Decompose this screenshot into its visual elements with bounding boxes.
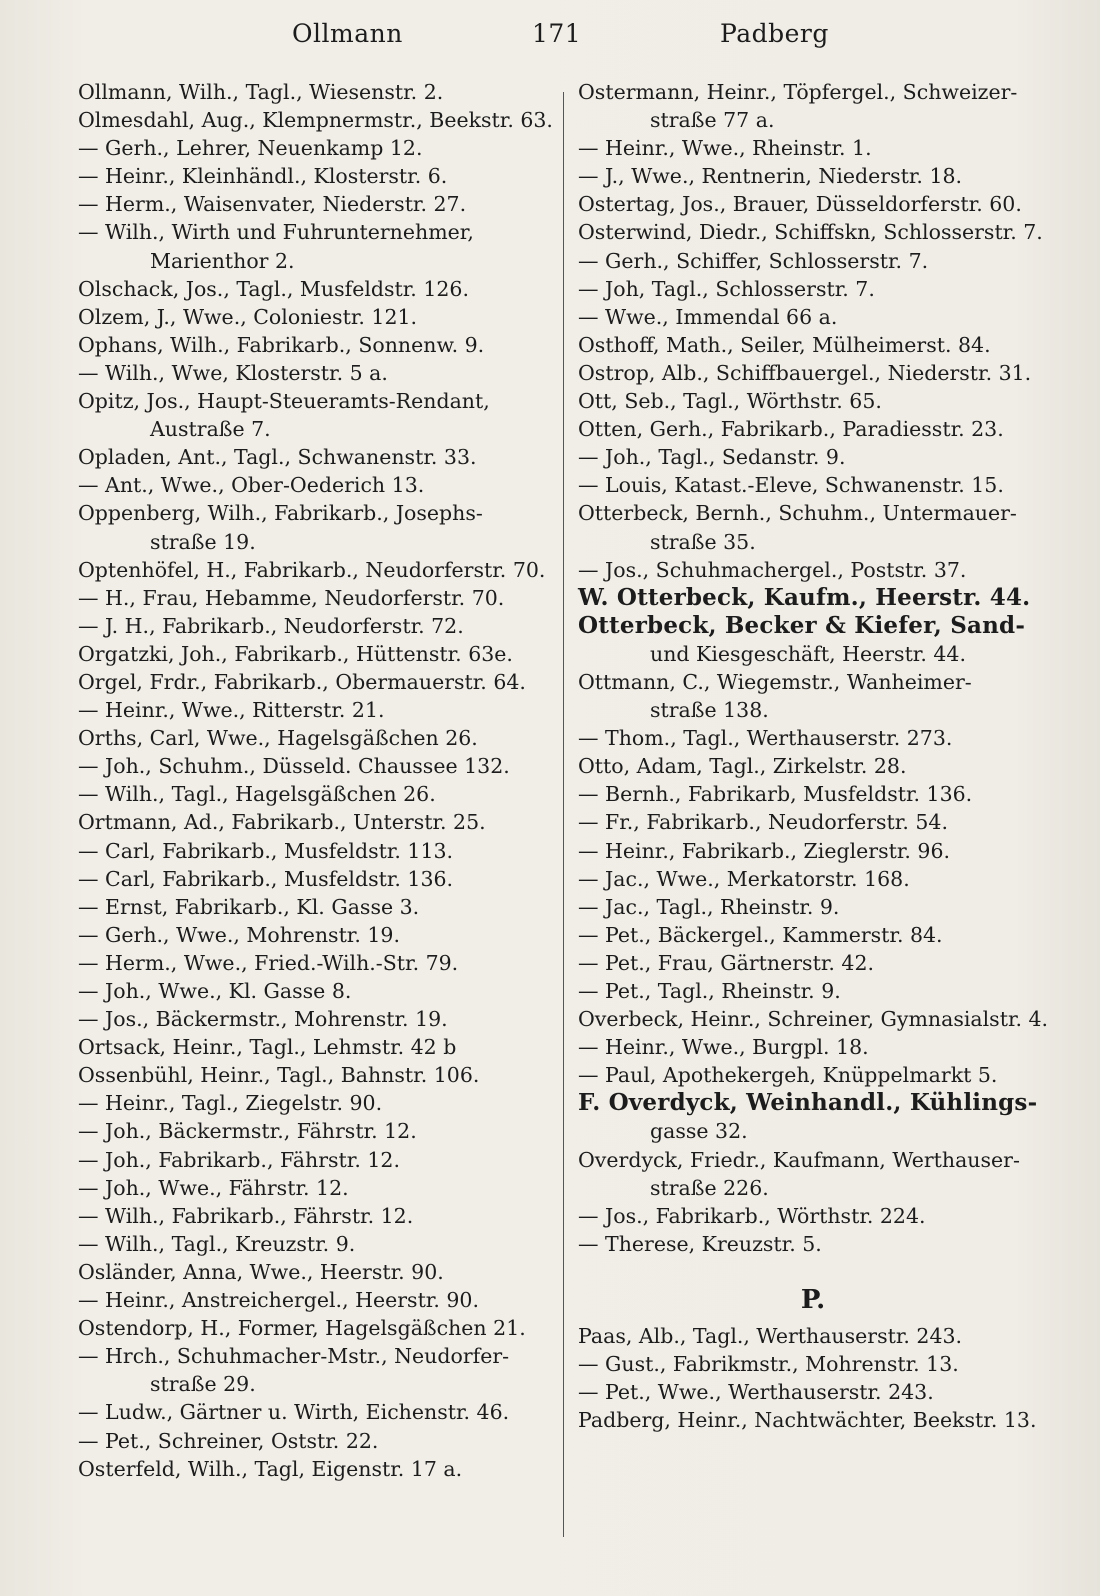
directory-entry: — Wwe., Immendal 66 a. [578, 304, 838, 329]
directory-entry: W. Otterbeck, Kaufm., Heerstr. 44. [578, 583, 1031, 611]
directory-entry: — Gerh., Wwe., Mohrenstr. 19. [78, 922, 400, 947]
directory-entry: — Wilh., Tagl., Hagelsgäßchen 26. [78, 782, 436, 807]
directory-entry: — J., Wwe., Rentnerin, Niederstr. 18. [578, 164, 963, 189]
directory-entry: Paas, Alb., Tagl., Werthauserstr. 243. [578, 1324, 963, 1349]
directory-entry: Overdyck, Friedr., Kaufmann, Werthauser- [578, 1147, 1020, 1172]
directory-entry: — Pet., Wwe., Werthauserstr. 243. [578, 1380, 934, 1405]
directory-entry: — Pet., Frau, Gärtnerstr. 42. [578, 950, 874, 975]
directory-entry: — Heinr., Tagl., Ziegelstr. 90. [78, 1091, 383, 1116]
directory-entry: Austraße 7. [150, 417, 271, 442]
directory-entry: — Gust., Fabrikmstr., Mohrenstr. 13. [578, 1352, 959, 1377]
directory-entry: — Joh., Wwe., Fährstr. 12. [78, 1175, 349, 1200]
directory-entry: — Wilh., Wirth und Fuhrunternehmer, [78, 220, 474, 245]
directory-entry: Osterfeld, Wilh., Tagl, Eigenstr. 17 a. [78, 1456, 463, 1481]
directory-entry: Ott, Seb., Tagl., Wörthstr. 65. [578, 389, 882, 414]
directory-entry: — Therese, Kreuzstr. 5. [578, 1231, 822, 1256]
directory-entry: straße 138. [650, 698, 769, 723]
directory-entry: Opladen, Ant., Tagl., Schwanenstr. 33. [78, 445, 477, 470]
directory-entry: Otterbeck, Becker & Kiefer, Sand- [578, 611, 1026, 639]
directory-entry: — Ludw., Gärtner u. Wirth, Eichenstr. 46. [78, 1400, 510, 1425]
directory-entry: — Joh., Bäckermstr., Fährstr. 12. [78, 1119, 417, 1144]
directory-entry: Orths, Carl, Wwe., Hagelsgäßchen 26. [78, 726, 478, 751]
right-column-entries-after [578, 1322, 1048, 1434]
directory-entry: straße 29. [150, 1372, 256, 1397]
page-header [80, 14, 1040, 54]
section-letter: P. [800, 1284, 826, 1315]
directory-entry: — J. H., Fabrikarb., Neudorferstr. 72. [78, 613, 464, 638]
directory-entry: straße 19. [150, 529, 256, 554]
right-column-entries [578, 78, 1048, 1258]
directory-entry: — Jac., Tagl., Rheinstr. 9. [578, 894, 840, 919]
page-number: 171 [532, 19, 582, 48]
directory-entry: — Jac., Wwe., Merkatorstr. 168. [578, 866, 910, 891]
directory-entry: Otten, Gerh., Fabrikarb., Paradiesstr. 23. [578, 417, 1004, 442]
header-right-keyword: Padberg [720, 19, 829, 48]
directory-entry: Ostrop, Alb., Schiffbauergel., Niederstr. 31. [578, 360, 1032, 385]
directory-entry: — Carl, Fabrikarb., Musfeldstr. 136. [78, 866, 454, 891]
directory-entry: — Heinr., Wwe., Rheinstr. 1. [578, 136, 872, 161]
directory-entry: — Gerh., Lehrer, Neuenkamp 12. [78, 136, 423, 161]
directory-entry: — Jos., Bäckermstr., Mohrenstr. 19. [78, 1007, 448, 1032]
directory-entry: — Pet., Tagl., Rheinstr. 9. [578, 979, 841, 1003]
directory-entry: — Pet., Schreiner, Oststr. 22. [78, 1428, 379, 1453]
directory-entry: Osthoff, Math., Seiler, Mülheimerst. 84. [578, 332, 991, 357]
directory-entry: Overbeck, Heinr., Schreiner, Gymnasialstr. 4. [578, 1007, 1049, 1032]
directory-entry: — Pet., Bäckergel., Kammerstr. 84. [578, 922, 943, 947]
directory-entry: — Joh, Tagl., Schlosserstr. 7. [578, 276, 875, 301]
directory-entry: straße 77 a. [650, 108, 775, 133]
directory-entry: Orgatzki, Joh., Fabrikarb., Hüttenstr. 63e. [78, 641, 513, 666]
directory-entry: Ostermann, Heinr., Töpfergel., Schweizer- [578, 80, 1018, 104]
directory-entry: Padberg, Heinr., Nachtwächter, Beekstr. 13. [578, 1408, 1037, 1433]
directory-entry: straße 35. [650, 529, 756, 554]
directory-entry: Olzem, J., Wwe., Coloniestr. 121. [78, 304, 418, 329]
directory-entry: — Bernh., Fabrikarb, Musfeldstr. 136. [578, 782, 973, 807]
directory-entry: — Jos., Fabrikarb., Wörthstr. 224. [578, 1203, 926, 1228]
directory-entry: — Heinr., Fabrikarb., Zieglerstr. 96. [578, 838, 951, 863]
directory-entry: — Heinr., Wwe., Ritterstr. 21. [78, 698, 385, 723]
directory-entry: Otto, Adam, Tagl., Zirkelstr. 28. [578, 754, 907, 779]
directory-entry: Opitz, Jos., Haupt-Steueramts-Rendant, [78, 389, 490, 414]
directory-entry: Ossenbühl, Heinr., Tagl., Bahnstr. 106. [78, 1063, 480, 1088]
directory-entry: — Louis, Katast.-Eleve, Schwanenstr. 15. [578, 473, 1004, 498]
directory-entry: — Joh., Tagl., Sedanstr. 9. [578, 445, 846, 470]
directory-entry: und Kiesgeschäft, Heerstr. 44. [650, 641, 966, 666]
directory-entry: Oppenberg, Wilh., Fabrikarb., Josephs- [78, 501, 483, 526]
directory-entry: — Joh., Fabrikarb., Fährstr. 12. [78, 1147, 400, 1172]
directory-entry: Otterbeck, Bernh., Schuhm., Untermauer- [578, 501, 1017, 526]
directory-entry: — Gerh., Schiffer, Schlosserstr. 7. [578, 248, 929, 273]
directory-entry: Ostertag, Jos., Brauer, Düsseldorferstr. 60. [578, 192, 1022, 217]
right-column [578, 78, 1048, 1434]
directory-entry: — Heinr., Wwe., Burgpl. 18. [578, 1035, 869, 1060]
directory-entry: Osterwind, Diedr., Schiffskn, Schlosserstr. 7. [578, 220, 1043, 245]
directory-entry: — Joh., Schuhm., Düsseld. Chaussee 132. [78, 754, 510, 779]
directory-entry: — Hrch., Schuhmacher-Mstr., Neudorfer- [78, 1344, 510, 1369]
directory-entry: — Paul, Apothekergeh, Knüppelmarkt 5. [578, 1063, 998, 1088]
directory-entry: — Fr., Fabrikarb., Neudorferstr. 54. [578, 810, 948, 835]
directory-entry: — Carl, Fabrikarb., Musfeldstr. 113. [78, 838, 454, 863]
directory-entry: Ortsack, Heinr., Tagl., Lehmstr. 42 b [78, 1035, 457, 1060]
directory-entry: F. Overdyck, Weinhandl., Kühlings- [578, 1089, 1038, 1117]
directory-entry: gasse 32. [650, 1119, 748, 1144]
directory-entry: — Thom., Tagl., Werthauserstr. 273. [578, 726, 953, 751]
header-left-keyword: Ollmann [292, 19, 403, 48]
directory-entry: — Heinr., Anstreichergel., Heerstr. 90. [78, 1288, 479, 1313]
directory-entry: — Herm., Wwe., Fried.-Wilh.-Str. 79. [78, 950, 459, 975]
directory-entry: — Wilh., Tagl., Kreuzstr. 9. [78, 1231, 356, 1256]
directory-entry: Ophans, Wilh., Fabrikarb., Sonnenw. 9. [78, 332, 485, 357]
directory-entry: Orgel, Frdr., Fabrikarb., Obermauerstr. 64. [78, 669, 526, 694]
directory-entry: — H., Frau, Hebamme, Neudorferstr. 70. [78, 585, 505, 610]
directory-entry: Marienthor 2. [150, 248, 295, 273]
directory-entry: Ollmann, Wilh., Tagl., Wiesenstr. 2. [78, 80, 444, 104]
directory-entry: Ortmann, Ad., Fabrikarb., Unterstr. 25. [78, 810, 486, 835]
directory-entry: — Heinr., Kleinhändl., Klosterstr. 6. [78, 164, 448, 189]
directory-entry: Olmesdahl, Aug., Klempnermstr., Beekstr. 63. [78, 108, 553, 133]
directory-entry: straße 226. [650, 1175, 769, 1200]
directory-entry: Ottmann, C., Wiegemstr., Wanheimer- [578, 669, 972, 694]
directory-entry: — Ernst, Fabrikarb., Kl. Gasse 3. [78, 894, 420, 919]
directory-entry: Optenhöfel, H., Fabrikarb., Neudorferstr. 70. [78, 557, 546, 582]
left-column [78, 78, 553, 1483]
directory-entry: Ostendorp, H., Former, Hagelsgäßchen 21. [78, 1316, 526, 1341]
directory-entry: Osländer, Anna, Wwe., Heerstr. 90. [78, 1259, 444, 1284]
directory-entry: — Joh., Wwe., Kl. Gasse 8. [78, 979, 352, 1003]
directory-entry: — Ant., Wwe., Ober-Oederich 13. [78, 473, 425, 498]
column-divider [563, 92, 564, 1537]
directory-entry: Olschack, Jos., Tagl., Musfeldstr. 126. [78, 276, 469, 301]
directory-entry: — Wilh., Fabrikarb., Fährstr. 12. [78, 1203, 414, 1228]
directory-entry: — Jos., Schuhmachergel., Poststr. 37. [578, 557, 967, 582]
directory-entry: — Herm., Waisenvater, Niederstr. 27. [78, 192, 467, 217]
directory-entry: — Wilh., Wwe, Klosterstr. 5 a. [78, 360, 388, 385]
